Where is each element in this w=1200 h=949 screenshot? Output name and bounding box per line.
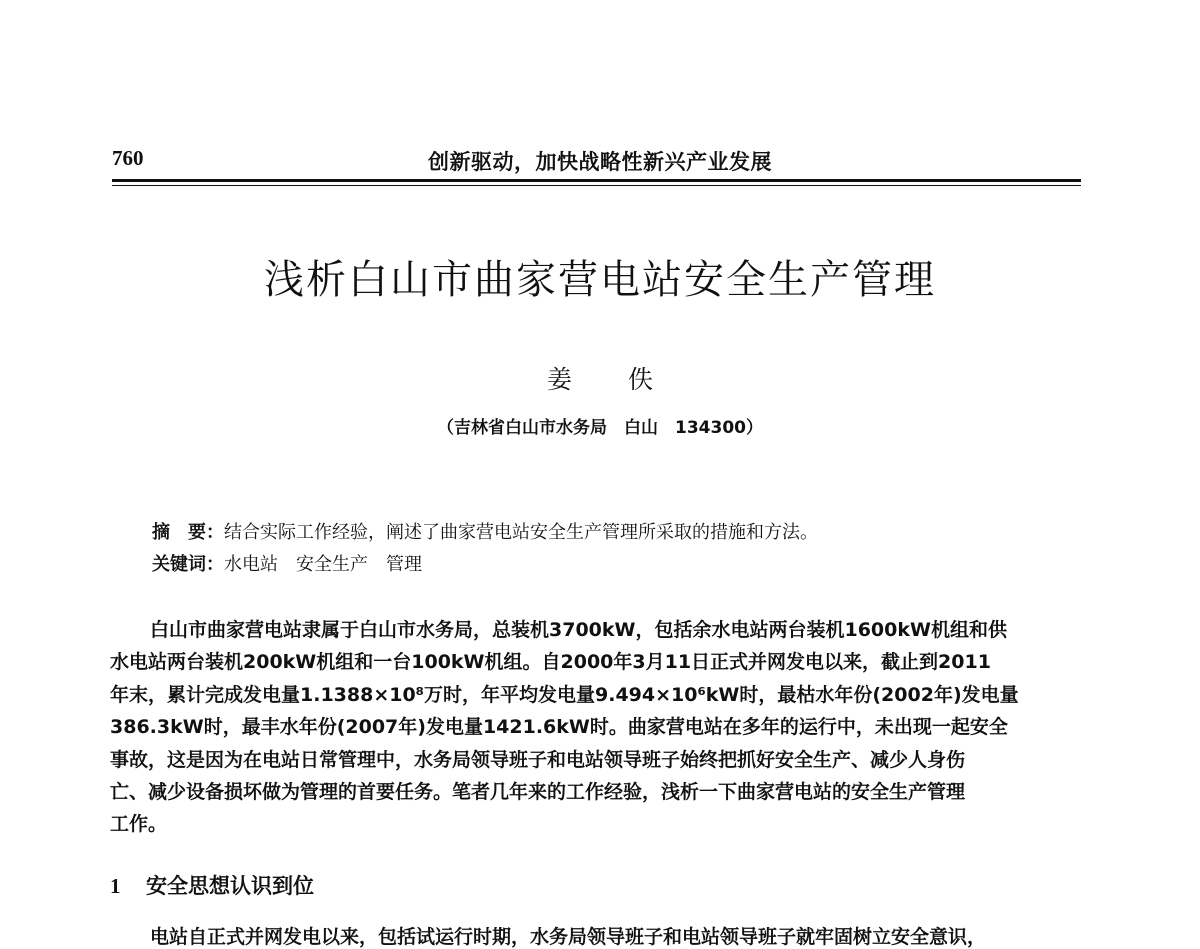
keywords	[152, 550, 422, 576]
keywords-label: 关键词：	[152, 554, 224, 575]
header-rule-thick	[112, 179, 1081, 182]
page-number: 760	[112, 146, 144, 170]
article-title: 浅析白山市曲家营电站安全生产管理	[264, 257, 936, 303]
abstract	[152, 518, 818, 544]
section-first-line: 电站自正式并网发电以来，包括试运行时期，水务局领导班子和电站领导班子就牢固树立安全意识，	[150, 926, 987, 948]
intro-line: 386.3kW时，最丰水年份(2007年)发电量1421.6kW时。曲家营电站在多年的运行中，未出现一起安全	[110, 716, 1008, 739]
abstract-label: 摘 要：	[152, 522, 224, 543]
author: 姜 佚	[547, 365, 677, 394]
running-header: 创新驱动，加快战略性新兴产业发展	[428, 150, 772, 174]
intro-line: 工作。	[110, 813, 168, 836]
abstract-text: 结合实际工作经验，阐述了曲家营电站安全生产管理所采取的措施和方法。	[224, 522, 818, 543]
intro-line: 亡、减少设备损坏做为管理的首要任务。笔者几年来的工作经验，浅析一下曲家营电站的安全生产管理	[110, 781, 966, 804]
intro-line: 水电站两台装机200kW机组和一台100kW机组。自2000年3月11日正式并网发电以来，截止到2011	[110, 651, 991, 674]
intro-paragraph	[110, 614, 1080, 841]
section-number: 1	[110, 874, 121, 898]
intro-line: 年末，累计完成发电量1.1388×10⁸万时，年平均发电量9.494×10⁶kW时，最枯水年份(2002年)发电量	[110, 683, 1019, 706]
section-title: 安全思想认识到位	[146, 874, 314, 898]
intro-line: 事故，这是因为在电站日常管理中，水务局领导班子和电站领导班子始终把抓好安全生产、减少人身伤	[110, 748, 966, 771]
section-heading	[110, 870, 314, 900]
keywords-text: 水电站 安全生产 管理	[224, 554, 422, 575]
intro-line: 白山市曲家营电站隶属于白山市水务局，总装机3700kW，包括余水电站两台装机1600kW机组和供	[150, 619, 1007, 641]
header-rule-thin	[112, 185, 1081, 186]
affiliation: （吉林省白山市水务局 白山 134300）	[437, 418, 763, 438]
